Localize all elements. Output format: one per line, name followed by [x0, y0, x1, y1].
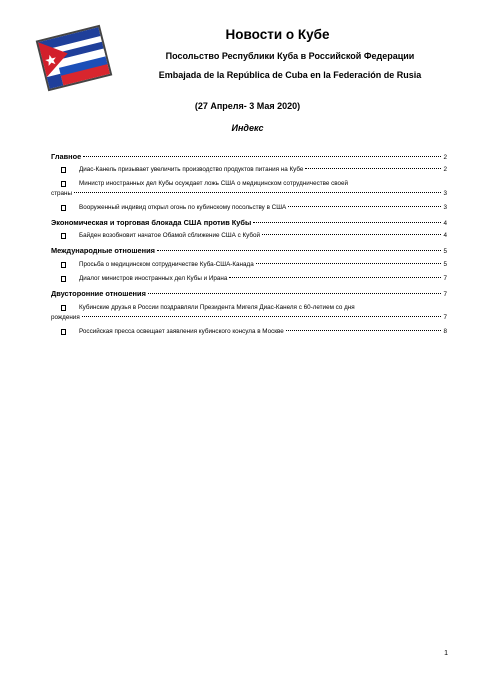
dot-leader	[148, 293, 442, 294]
embassy-name-es: Embajada de la República de Cuba en la Federación de Rusia	[158, 70, 422, 80]
toc-item-label: Российская пресса освещает заявления кубинского консула в Москве	[79, 328, 284, 335]
toc-page-number: 5	[443, 248, 447, 255]
toc-page-number: 4	[443, 220, 447, 227]
dot-leader	[286, 330, 442, 331]
dot-leader	[74, 192, 441, 193]
embassy-name-ru: Посольство Республики Куба в Российской Федерации	[165, 51, 415, 61]
toc-item-label-cont: рождения	[51, 314, 80, 321]
toc-page-number: 2	[443, 154, 447, 161]
dot-leader	[305, 168, 441, 169]
bullet-icon	[61, 305, 66, 311]
toc-item[interactable]	[51, 204, 447, 215]
toc-section[interactable]	[51, 289, 447, 301]
bullet-icon	[61, 329, 66, 335]
dot-leader	[253, 222, 441, 223]
toc-item-label: Кубинские друзья в России поздравляли Президента Мигеля Диас-Канеля с 60-летием со дня	[79, 304, 355, 311]
toc-item-label: Байден возобновит начатое Обамой сближение США с Кубой	[79, 232, 260, 239]
toc-section[interactable]	[51, 218, 447, 230]
toc-item-label: Вооруженный индивид открыл огонь по кубинскому посольству в США	[79, 204, 287, 211]
page-title: Новости о Кубе	[225, 27, 330, 42]
table-of-contents	[51, 152, 447, 342]
toc-item[interactable]	[51, 328, 447, 339]
toc-page-number: 2	[443, 166, 447, 173]
date-range: (27 Апреля- 3 Мая 2020)	[194, 101, 301, 111]
toc-item[interactable]	[51, 180, 447, 201]
toc-item-label: Диалог министров иностранных дел Кубы и Ирана	[79, 275, 228, 282]
dot-leader	[288, 206, 441, 207]
toc-section[interactable]	[51, 246, 447, 258]
toc-page-number: 3	[443, 190, 447, 197]
dot-leader	[83, 156, 441, 157]
dot-leader	[157, 250, 442, 251]
toc-item-label: Диас-Канель призывает увеличить производство продуктов питания на Кубе	[79, 166, 304, 173]
toc-item-continuation	[51, 314, 447, 325]
toc-page-number: 7	[443, 275, 447, 282]
toc-page-number: 5	[443, 261, 447, 268]
bullet-icon	[61, 276, 66, 282]
bullet-icon	[61, 205, 66, 211]
toc-section-label: Экономическая и торговая блокада США против Кубы	[51, 218, 252, 227]
toc-page-number: 7	[443, 291, 447, 298]
toc-page-number: 4	[443, 232, 447, 239]
dot-leader	[256, 263, 442, 264]
toc-section-label: Главное	[51, 152, 82, 161]
toc-section-label: Международные отношения	[51, 246, 155, 255]
toc-item[interactable]	[51, 232, 447, 243]
dot-leader	[262, 234, 442, 235]
toc-item[interactable]	[51, 166, 447, 177]
toc-item[interactable]	[51, 275, 447, 286]
dot-leader	[82, 316, 442, 317]
toc-item[interactable]	[51, 261, 447, 272]
toc-page-number: 8	[443, 328, 447, 335]
dot-leader	[229, 277, 441, 278]
bullet-icon	[61, 233, 66, 239]
toc-section-label: Двусторонние отношения	[51, 289, 146, 298]
bullet-icon	[61, 181, 66, 187]
toc-page-number: 3	[443, 204, 447, 211]
page-number: 1	[444, 650, 448, 657]
bullet-icon	[61, 167, 66, 173]
toc-section[interactable]	[51, 152, 447, 164]
toc-item-label: Министр иностранных дел Кубы осуждает ложь США о медицинском сотрудничестве своей	[79, 180, 349, 187]
toc-item-continuation	[51, 190, 447, 201]
bullet-icon	[61, 262, 66, 268]
toc-item-label-cont: страны	[51, 190, 73, 197]
toc-item-label: Просьба о медицинском сотрудничестве Куба-США-Канада	[79, 261, 254, 268]
toc-page-number: 7	[443, 314, 447, 321]
index-heading: Индекс	[231, 123, 264, 133]
toc-item[interactable]	[51, 304, 447, 325]
